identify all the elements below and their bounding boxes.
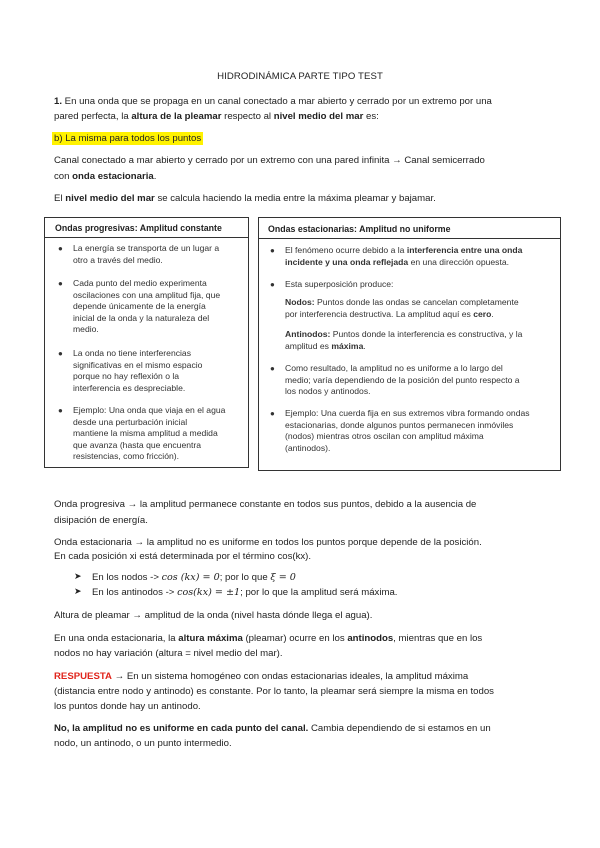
antinodos-def: [285, 329, 557, 352]
q-bold-nivel: nivel medio del mar: [273, 111, 364, 122]
nodos-e: .: [491, 308, 494, 319]
q-text-c: respecto al: [221, 111, 274, 122]
list-item: [270, 408, 557, 454]
b1-math2: ξ = 0: [270, 572, 296, 583]
question-text-1: En una onda que se propaga en un canal conectado a mar abierto y cerrado por un extremo por una: [62, 96, 492, 107]
li-line: Cada punto del medio experimenta: [73, 278, 207, 288]
li-line: que avanza (hasta que encuentra: [73, 439, 202, 450]
p2-bold: nivel medio del mar: [65, 193, 155, 204]
respuesta-line-2: (distancia entre nodo y antinodo) es constante. Por lo tanto, la pleamar será siempre la misma en todos: [54, 686, 494, 697]
li-line: mantiene la misma amplitud a medida: [73, 428, 218, 438]
li-line: Como resultado, la amplitud no es uniforme a lo largo del: [285, 363, 503, 373]
b2-math: cos(kx) = ±1: [177, 587, 241, 598]
respuesta-label: RESPUESTA: [54, 671, 112, 682]
li-line: estacionarias, donde algunos puntos permanecen inmóviles: [285, 419, 514, 430]
li-line: [285, 245, 557, 257]
list-item: [58, 243, 243, 266]
bullet-icon: ●: [58, 406, 63, 415]
bullet-nodos: [92, 571, 552, 585]
li-line: depende únicamente de la energía: [73, 301, 206, 311]
para3-line-2: disipación de energía.: [54, 515, 148, 526]
box-ondas-estacionarias: [258, 217, 561, 471]
q-text-a: pared perfecta, la: [54, 111, 132, 122]
li-line: [285, 329, 557, 341]
b1-b: ; por lo que: [219, 572, 271, 583]
list-item: [270, 279, 557, 291]
question-line-2: [54, 110, 554, 124]
q-bold-pleamar: altura de la pleamar: [131, 111, 222, 122]
li-line: (nodos) mientras otros oscilan con amplitud máxima: [285, 431, 484, 441]
antinodos-label: Antinodos:: [285, 329, 331, 339]
li-line: [285, 297, 557, 309]
li-line: porque no hay reflexión o la: [73, 371, 180, 381]
li-line: resistencias, como fricción).: [73, 451, 180, 461]
li-line: medio; varía dependiendo de la posición del punto respecto a: [285, 374, 520, 385]
list-item: [58, 348, 245, 394]
para1-line-1: Canal conectado a mar abierto y cerrado por un extremo con una pared infinita → Canal semicerrado: [54, 155, 485, 166]
respuesta-line-3: los puntos donde hay un antinodo.: [54, 701, 201, 712]
li-line: interferencia es despreciable.: [73, 382, 186, 393]
li-line: [285, 257, 557, 269]
li-line: oscilaciones con una amplitud fija, que: [73, 289, 221, 300]
li-line: los nodos y antinodos.: [285, 386, 371, 396]
p1-bold: onda estacionaria: [72, 171, 154, 182]
p6-e: , mientras que en los: [393, 633, 483, 644]
bullet-icon: ●: [270, 246, 275, 255]
p2-c: se calcula haciendo la media entre la máxima pleamar y bajamar.: [154, 193, 436, 204]
li-line: (antinodos).: [285, 442, 331, 453]
li-line: medio.: [73, 324, 99, 334]
li-line: desde una perturbación inicial: [73, 416, 188, 427]
b2-b: ; por lo que la amplitud será máxima.: [240, 587, 398, 598]
list-item: [58, 405, 245, 463]
resp-l1: → En un sistema homogéneo con ondas estacionarias ideales, la amplitud máxima: [111, 671, 469, 682]
li-line: La energía se transporta de un lugar a: [73, 243, 220, 253]
p1-a: con: [54, 171, 73, 182]
page-title: HIDRODINÁMICA PARTE TIPO TEST: [217, 71, 383, 82]
bullet-icon: ●: [270, 280, 275, 289]
bullet-icon: ●: [58, 279, 63, 288]
box-left-divider: [44, 237, 249, 238]
box-ondas-progresivas: [44, 217, 249, 468]
list-item: [270, 245, 557, 268]
i1-b: interferencia entre una onda: [406, 245, 523, 255]
para2: [54, 192, 574, 206]
p6-d: antinodos: [347, 633, 394, 644]
para4-line-2: En cada posición xi está determinada por el término cos(kx).: [54, 551, 312, 562]
nodos-b: Puntos donde las ondas se cancelan completamente: [314, 297, 519, 307]
question-number: 1.: [54, 96, 63, 107]
li-line: Ejemplo: Una onda que viaja en el agua: [73, 405, 226, 415]
i1-d: en una dirección opuesta.: [408, 256, 510, 267]
bullet-icon: ●: [270, 409, 275, 418]
li-line: [285, 341, 557, 353]
final-bold: No, la amplitud no es uniforme en cada punto del canal.: [54, 723, 309, 734]
box-right-heading: Ondas estacionarias: Amplitud no uniforme: [268, 224, 451, 234]
antinodos-c: amplitud es: [285, 340, 332, 351]
li-line: inicial de la onda y la naturaleza del: [73, 312, 210, 323]
bullet-icon: ●: [58, 349, 63, 358]
bullet-icon: ●: [58, 244, 63, 253]
nodos-c: por interferencia destructiva. La amplitud aquí es: [285, 308, 474, 319]
nodos-label: Nodos:: [285, 297, 315, 307]
bullet-antinodos: [92, 586, 552, 600]
p6-a: En una onda estacionaria, la: [54, 633, 179, 644]
p1-c: .: [153, 171, 157, 182]
para6-line-2: nodos no hay variación (altura = nivel medio del mar).: [54, 648, 283, 659]
answer-highlight: [52, 132, 203, 146]
para1-line-2: [54, 170, 156, 184]
respuesta-line-1: [54, 670, 574, 684]
antinodos-d: máxima: [331, 340, 364, 351]
b1-math: cos (kx) = 0: [161, 572, 220, 583]
list-item: [58, 278, 245, 336]
p6-c: (pleamar) ocurre en los: [242, 633, 348, 644]
nodos-def: [285, 297, 557, 320]
question-line-1: [54, 95, 554, 109]
para4-line-1: Onda estacionaria → la amplitud no es uniforme en todos los puntos porque depende de la posición.: [54, 537, 482, 548]
i1-c: incidente y una onda reflejada: [285, 256, 409, 267]
li-line: otro a través del medio.: [73, 254, 163, 265]
li-line: significativas en el mismo espacio: [73, 359, 203, 370]
final-b: Cambia dependiendo de si estamos en un: [308, 723, 491, 734]
li-line: Ejemplo: Una cuerda fija en sus extremos vibra formando ondas: [285, 408, 530, 418]
li-line: La onda no tiene interferencias: [73, 348, 192, 358]
nodos-d: cero: [473, 308, 492, 319]
answer-highlight-text: b) La misma para todos los puntos: [54, 133, 202, 144]
para3-line-1: Onda progresiva → la amplitud permanece constante en todos sus puntos, debido a la ausencia de: [54, 499, 477, 510]
box-left-heading: Ondas progresivas: Amplitud constante: [55, 223, 222, 233]
arrow-bullet-icon: ➤: [74, 586, 82, 596]
i1-a: El fenómeno ocurre debido a la: [285, 245, 407, 255]
bullet-icon: ●: [270, 364, 275, 373]
b1-a: En los nodos ->: [92, 572, 162, 583]
antinodos-b: Puntos donde la interferencia es constructiva, y la: [330, 329, 523, 339]
li-line: Esta superposición produce:: [285, 279, 394, 289]
antinodos-e: .: [363, 340, 366, 351]
b2-a: En los antinodos ->: [92, 587, 178, 598]
p2-a: El: [54, 193, 66, 204]
para6-line-1: [54, 632, 574, 646]
final-line-1: [54, 722, 574, 736]
li-line: [285, 309, 557, 321]
box-right-divider: [258, 238, 561, 239]
p6-b: altura máxima: [178, 633, 243, 644]
final-line-2: nodo, un antinodo, o un punto intermedio.: [54, 738, 232, 749]
q-text-e: es:: [363, 111, 379, 122]
arrow-bullet-icon: ➤: [74, 571, 82, 581]
para5: Altura de pleamar → amplitud de la onda (nivel hasta dónde llega el agua).: [54, 610, 373, 621]
list-item: [270, 363, 557, 398]
